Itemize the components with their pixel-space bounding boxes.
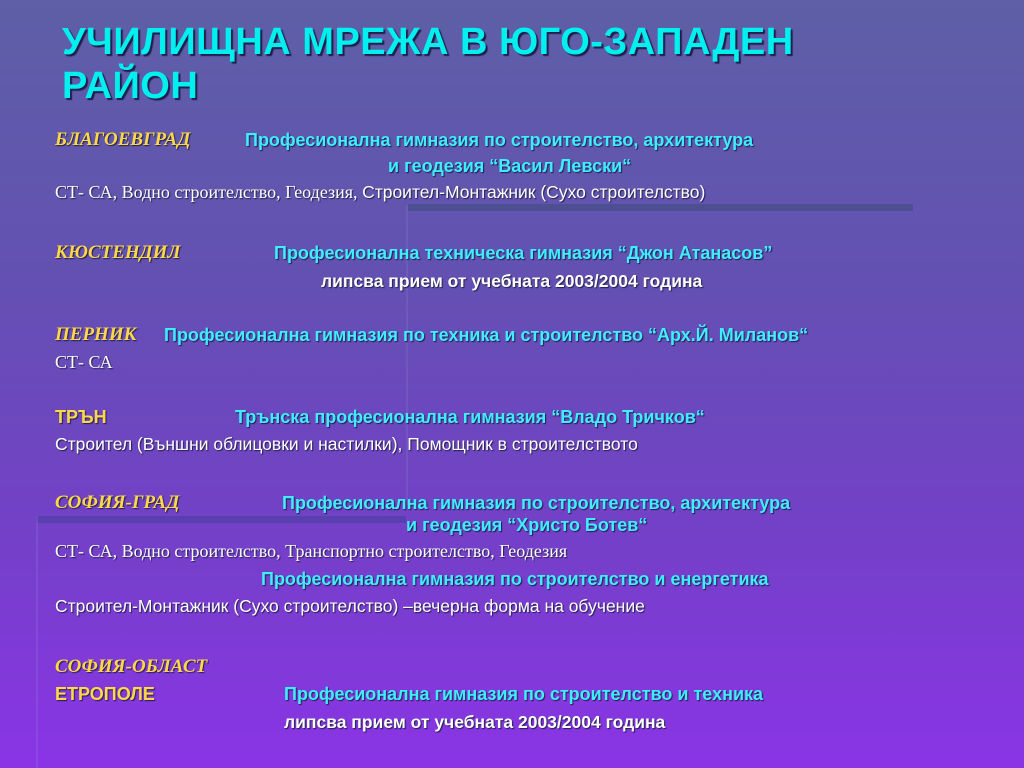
note-kyustendil: липсва прием от учебната 2003/2004 година [321,271,703,291]
school-etropole: Професионална гимназия по строителство и техника [284,684,764,704]
school-kyustendil: Професионална техническа гимназия “Джон Атанасов” [274,243,773,263]
slide-title [62,20,794,108]
city-sofia-grad: СОФИЯ-ГРАД [55,492,180,513]
specialties-sofia-grad-1: СТ- СА, Водно строителство, Транспортно строителство, Геодезия [55,541,568,561]
decorative-bar [408,204,913,211]
specialties-blagoevgrad [55,182,705,203]
school-sofia-grad-2: Професионална гимназия по строителство и енергетика [261,569,769,589]
decorative-bar [36,516,406,523]
decorative-line [36,516,38,768]
region-sofia-oblast: СОФИЯ-ОБЛАСТ [55,656,208,677]
school-blagoevgrad-line2: и геодезия “Васил Левски“ [388,156,632,176]
specialties-blagoevgrad-serif: СТ- СА, Водно строителство, Геодезия, [55,182,363,202]
school-sofia-grad-1-line1: Професионална гимназия по строителство, архитектура [282,493,791,513]
specialties-blagoevgrad-sans: Строител-Монтажник (Сухо строителство) [362,182,706,202]
city-blagoevgrad: БЛАГОЕВГРАД [55,129,191,150]
city-kyustendil: КЮСТЕНДИЛ [55,242,181,263]
school-pernik: Професионална гимназия по техника и строителство “Арх.Й. Миланов“ [164,325,809,345]
specialties-tran: Строител (Външни облицовки и настилки), Помощник в строителството [55,434,638,454]
school-tran: Трънска професионална гимназия “Владо Тричков“ [235,407,705,427]
city-pernik: ПЕРНИК [55,324,137,345]
city-tran: ТРЪН [55,407,107,427]
note-etropole: липсва прием от учебната 2003/2004 година [284,712,666,732]
title-line-1: УЧИЛИЩНА МРЕЖА В ЮГО-ЗАПАДЕН [62,21,794,63]
school-sofia-grad-1-line2: и геодезия “Христо Ботев“ [406,515,648,535]
specialties-pernik: СТ- СА [55,352,113,372]
specialties-sofia-grad-2: Строител-Монтажник (Сухо строителство) –вечерна форма на обучение [55,596,645,616]
title-line-2: РАЙОН [62,65,199,107]
town-etropole: ЕТРОПОЛЕ [55,684,155,704]
school-blagoevgrad-line1: Професионална гимназия по строителство, архитектура [245,130,754,150]
